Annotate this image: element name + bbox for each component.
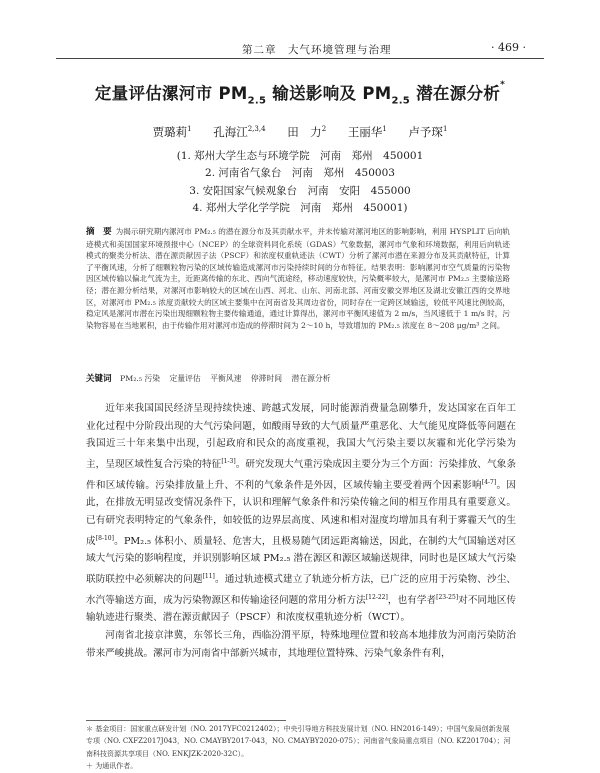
paper-title: 定量评估漯河市 $PM_{2.5}$ 输送影响及 $PM_{2.5}$ 潜在源分析*: [94, 80, 506, 107]
affiliation: 4. 郑州大学化学学院 河南 郑州 450001): [192, 202, 408, 215]
citation: [11]: [202, 572, 215, 580]
funding-mark: *: [500, 80, 506, 90]
chapter-title: 第二章 大气环境管理与治理: [242, 44, 392, 56]
keyword: 停滞时间: [250, 374, 283, 383]
corresponding-author-note: ＋ 为通讯作者。: [86, 762, 138, 771]
citation: [8-10]: [95, 534, 114, 542]
abstract-text: 为揭示研究期内漯河市 PM₂.₅ 的潜在源分布及其贡献水平，并未传输对漯河地区的影响影响，利用 HYSPLIT 后向轨迹模式和美国国家环境预报中心（NCEP）的全球资料同化系统（GDAS）气象数据，漯河市气象和环境数据，利用后向轨迹模式的聚类分析法、潜在源贡献因子法（PSCF）和浓度权重轨迹法（CWT）分析了漯河市潜在来源分布及其贡献特征，计算了平衡风速，分析了细颗粒物污染的区域传输造成漯河市污染持续时间的分布特征。结果表明：影响漯河市空气质量的污染物因区域传输以偏北气流为主，近距离传输的东北、西向气流途经，移动速度较快，污染概率较大，是漯河市 PM₂.₅ 主要输送路径；潜在源分析结果，对漯河市影响较大的区域在山西、河北、山东、河南北部、河南安徽交界地区及湖北安徽江西的交界地区，对漯河市 PM₂.₅ 浓度贡献较大的区域主要集中在河南省及其周边省份，同时存在一定跨区域输送，较低平风速比例较高，稳定风是漯河市潜在污染出现细颗粒物主要传输通道，通过计算得出，漯河市平衡风速值为 2 m/s，当风速低于 1 m/s 时，污染物容易在当地累积，由于传输作用对漯河市造成的停滞时间为 2～10 h，导致增加的 PM₂.₅ 浓度在 8～208 μg/m³ 之间。: [86, 227, 510, 330]
author: 贾璐莉$^1$: [152, 125, 192, 139]
paragraph: 近年来我国国民经济呈现持续快速、跨越式发展，同时能源消费量急剧攀升，发达国家在百年工业化过程中分阶段出现的大气污染问题，如酸雨导致的大气质量严重恶化、大气能见度降低等问题在我国近三十年来集中出现，引起政府和民众的高度重视，我国大气污染主要以灰霾和光化学污染为主，呈现区域性复合污染的特征[1-3]。研究发现大气重污染成因主要分为三个方面：污染排放、气象条件和区域传输。污染排放量上升、不利的气象条件是外因，区域传输主要受着两个因素影响[4-7]。因此，在排放无明显改变情况条件下，认识和理解气象条件和污染传输之间的相互作用具有重要意义。已有研究表明特定的气象条件，如较低的边界层高度、风速和相对湿度均增加具有利于雾霾天气的生成[8-10]。PM₂.₅ 体积小、质量轻、危害大，且极易随气团远距离输送，因此，在制约大气国输送对区域大气污染的影响程度，并识别影响区域 PM₂.₅ 潜在源区和源区域输送规律，同时也是区域大气污染联防联控中必须解决的问题[11]。通过轨迹模式建立了轨迹分析方法，已广泛的应用于污染物、沙尘、水汽等输送方面，成为污染物源区和传输途径问题的常用分析方法[12-22]，也有学者[23-25]对不同地区传输轨迹进行聚类、潜在源贡献因子（PSCF）和浓度权重轨迹分析（WCT）。: [86, 403, 517, 624]
keyword: 潜在源分析: [291, 374, 331, 383]
author-list: [0, 124, 600, 140]
citation: [23-25]: [436, 593, 459, 601]
footnote-divider: [86, 720, 286, 721]
affiliation: (1. 郑州大学生态与环境学院 河南 郑州 450001: [176, 150, 424, 162]
paragraph: 河南省北接京津冀，东邻长三角，西临汾渭平原，特殊地理位置和较高本地排放为河南污染防治带来严峻挑战。漯河市为河南省中部新兴城市，其地理位置特殊、污染气象条件有利，: [86, 630, 516, 659]
citation: [4-7]: [481, 478, 497, 486]
footnote: [86, 723, 516, 773]
author: 孔海江$^{2,3,4}$: [213, 125, 266, 139]
author: 卢予琛$^1$: [408, 125, 448, 139]
keywords: [86, 372, 516, 384]
citation: [12-22]: [365, 593, 388, 601]
body-text: [86, 400, 516, 662]
keyword: 平衡风速: [210, 374, 242, 383]
keyword: 定量评估: [169, 374, 201, 383]
running-header: [56, 40, 544, 59]
funding-footnote: ＊ 基金项目：国家重点研发计划（NO. 2017YFC0212402）；中央引导地方科技发展计划（NO. HN2016-149）；中国气象局创新发展专项（NO. CXFZ2017J043，NO. CMAYBY2017-043，NO. CMAYBY2020-075）；河南省气象局重点项目（NO. KZ201704）；河南科技资源共享项目（NO. ENKJZK-2020-32C）。: [86, 725, 511, 758]
affiliations: [0, 148, 600, 218]
abstract-label: 摘 要: [86, 227, 112, 237]
citation: [1-3]: [221, 457, 236, 465]
affiliation: 3. 安阳国家气候观象台 河南 安阳 455000: [189, 184, 411, 197]
affiliation: 2. 河南省气象台 河南 郑州 450003: [205, 167, 395, 180]
page-number: · 469 ·: [491, 41, 526, 54]
author: 王丽华$^1$: [347, 125, 387, 139]
keyword: PM₂.₅ 污染: [120, 374, 161, 383]
abstract: [86, 226, 510, 331]
author: 田 力$^2$: [287, 125, 327, 139]
keywords-label: 关键词: [86, 374, 112, 384]
